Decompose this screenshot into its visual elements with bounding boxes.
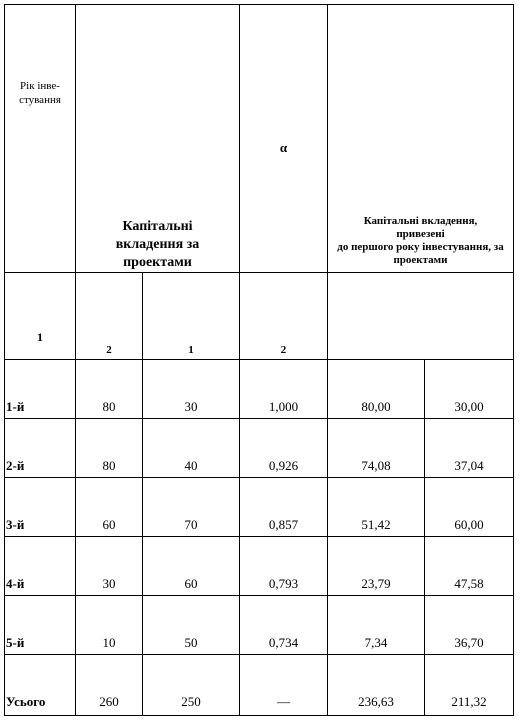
table-cell-year: 2-й: [6, 458, 25, 473]
subheader-col-alpha: 2: [280, 344, 287, 356]
subheader-col-year: 1: [37, 330, 43, 344]
table-cell-r2: 7,34: [364, 635, 388, 650]
table-cell-year: 4-й: [6, 576, 25, 591]
hline-row3: [4, 536, 514, 537]
table-cell-year: Усього: [6, 694, 46, 709]
table-cell-r2: 74,08: [361, 458, 391, 473]
capital-header-line3: проектами: [123, 255, 192, 270]
vline-1: [75, 4, 76, 716]
table-cell-alpha: 0,857: [268, 517, 299, 532]
table-cell-year: 1-й: [6, 399, 25, 414]
vline-3: [239, 4, 240, 716]
reduced-header-line1: Капітальні вкладення,: [363, 215, 478, 227]
subheader-col-p1: 1: [188, 344, 194, 356]
alpha-header: α: [279, 140, 288, 155]
table-cell-p1: 50: [184, 635, 198, 650]
border-right: [513, 4, 514, 716]
hline-row1: [4, 418, 514, 419]
hline-row5: [4, 654, 514, 655]
table-cell-r1: 36,70: [454, 635, 484, 650]
table-cell-alpha: 1,000: [268, 399, 299, 414]
table-cell-r1: 47,58: [454, 576, 484, 591]
table-cell-p2: 10: [102, 635, 116, 650]
reduced-header-line2: привезені: [396, 228, 445, 240]
table-cell-p1: 30: [184, 399, 198, 414]
table-cell-alpha: 0,734: [268, 635, 299, 650]
table-cell-r1: 60,00: [454, 517, 484, 532]
table-cell-p2: 60: [102, 517, 116, 532]
border-left: [4, 4, 5, 716]
hline-row2: [4, 477, 514, 478]
table-cell-p2: 30: [102, 576, 116, 591]
hline-subheader: [4, 359, 514, 360]
table-cell-p2: 260: [99, 694, 119, 709]
table-cell-alpha: 0,926: [268, 458, 299, 473]
table-cell-r2: 51,42: [361, 517, 391, 532]
subheader-col-p2: 2: [106, 344, 112, 356]
capital-header-line2: вкладення за: [115, 237, 200, 252]
hline-row4: [4, 595, 514, 596]
table-cell-year: 5-й: [6, 635, 25, 650]
reduced-header-line3: до першого року інвестування, за: [337, 241, 504, 253]
capital-header-line1: Капітальні: [122, 219, 193, 234]
table-cell-year: 3-й: [6, 517, 25, 532]
year-header-line1: Рік інве-: [20, 80, 60, 92]
table-cell-r2: 23,79: [361, 576, 391, 591]
table-cell-p1: 40: [184, 458, 198, 473]
reduced-header-line4: проектами: [393, 254, 448, 266]
table-cell-alpha: —: [277, 694, 290, 709]
table-cell-r1: 211,32: [451, 694, 487, 709]
hline-header: [4, 272, 514, 273]
year-header: [5, 79, 75, 107]
table-cell-alpha: 0,793: [268, 576, 299, 591]
table-cell-r1: 37,04: [454, 458, 484, 473]
vline-4: [327, 4, 328, 716]
table-cell-p1: 60: [184, 576, 198, 591]
table-cell-r2: 80,00: [361, 399, 391, 414]
border-top: [4, 4, 514, 5]
year-header-line2: стування: [19, 94, 61, 106]
table-cell-p1: 250: [181, 694, 201, 709]
table-cell-r2: 236,63: [358, 694, 394, 709]
table-cell-r1: 30,00: [454, 399, 484, 414]
capital-header: [76, 218, 239, 272]
border-bottom: [4, 715, 514, 716]
table-cell-p1: 70: [184, 517, 198, 532]
reduced-header: [328, 215, 513, 267]
table-cell-p2: 80: [102, 399, 116, 414]
table-cell-p2: 80: [102, 458, 116, 473]
